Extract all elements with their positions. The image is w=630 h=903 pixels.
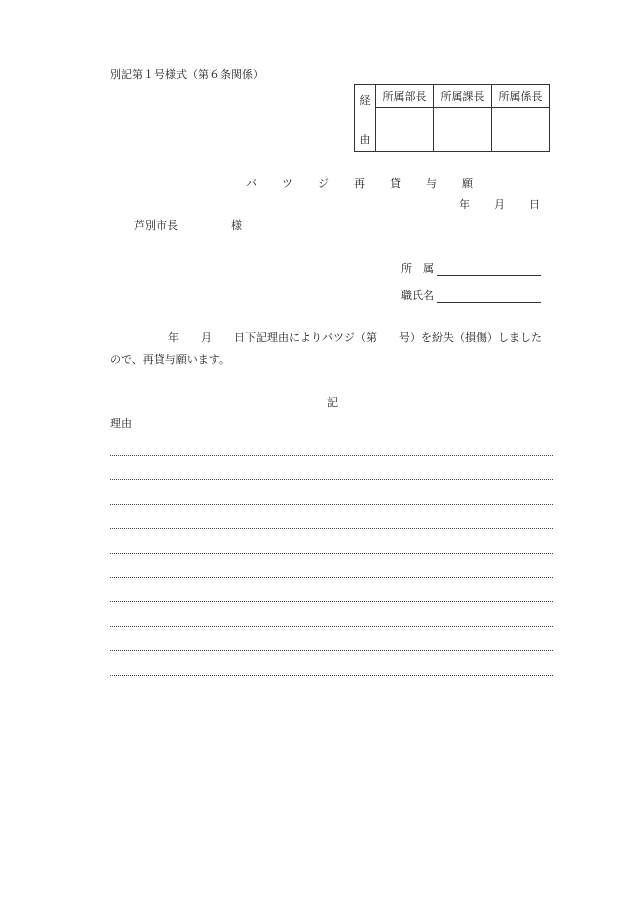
reason-dotted-line[interactable]	[110, 528, 553, 529]
name-label: 職氏名	[401, 289, 434, 302]
form-number-label: 別記第１号様式（第６条関係）	[110, 68, 264, 81]
date-line[interactable]	[459, 198, 564, 212]
ki-heading: 記	[327, 396, 338, 409]
stamp-box-subsection-head[interactable]	[492, 108, 550, 152]
title-char: 貸	[390, 177, 401, 190]
routing-side-label	[355, 85, 376, 152]
date-year-label: 年	[459, 198, 470, 211]
routing-side-label-top: 経	[359, 94, 371, 107]
reason-dotted-line[interactable]	[110, 626, 553, 627]
addressee	[134, 219, 242, 233]
document-title	[246, 177, 498, 191]
addressee-name: 芦別市長	[134, 219, 178, 232]
stamp-box-section-head[interactable]	[434, 108, 492, 152]
title-char: ジ	[318, 177, 329, 190]
reason-dotted-line[interactable]	[110, 675, 553, 676]
date-month-label: 月	[494, 198, 505, 211]
reason-dotted-line[interactable]	[110, 650, 553, 651]
reason-dotted-line[interactable]	[110, 553, 553, 554]
title-char: 願	[462, 177, 473, 190]
header-subsection-head: 所属係長	[492, 85, 550, 108]
reason-dotted-line[interactable]	[110, 577, 553, 578]
routing-approval-table	[354, 84, 550, 152]
body-text-line-2: ので、再貸与願います。	[110, 353, 230, 366]
reason-label: 理由	[110, 417, 132, 430]
affiliation-label: 所 属	[401, 262, 434, 275]
date-day-label: 日	[529, 198, 540, 211]
title-char: 与	[426, 177, 437, 190]
affiliation-underline[interactable]	[437, 263, 541, 276]
reason-dotted-line[interactable]	[110, 455, 553, 456]
title-char: バ	[246, 177, 257, 190]
header-dept-head: 所属部長	[376, 85, 434, 108]
body-text-line-1: 年 月 日下記理由によりバツジ（第 号）を紛失（損傷）しました	[168, 331, 542, 344]
affiliation-field[interactable]	[401, 262, 541, 276]
header-section-head: 所属課長	[434, 85, 492, 108]
stamp-box-dept-head[interactable]	[376, 108, 434, 152]
name-field[interactable]	[401, 289, 541, 303]
reason-dotted-line[interactable]	[110, 479, 553, 480]
reason-dotted-line[interactable]	[110, 504, 553, 505]
title-char: ツ	[282, 177, 293, 190]
reason-dotted-line[interactable]	[110, 601, 553, 602]
addressee-honorific: 様	[231, 219, 242, 232]
name-underline[interactable]	[437, 290, 541, 303]
title-char: 再	[354, 177, 365, 190]
routing-side-label-bottom: 由	[359, 133, 371, 146]
